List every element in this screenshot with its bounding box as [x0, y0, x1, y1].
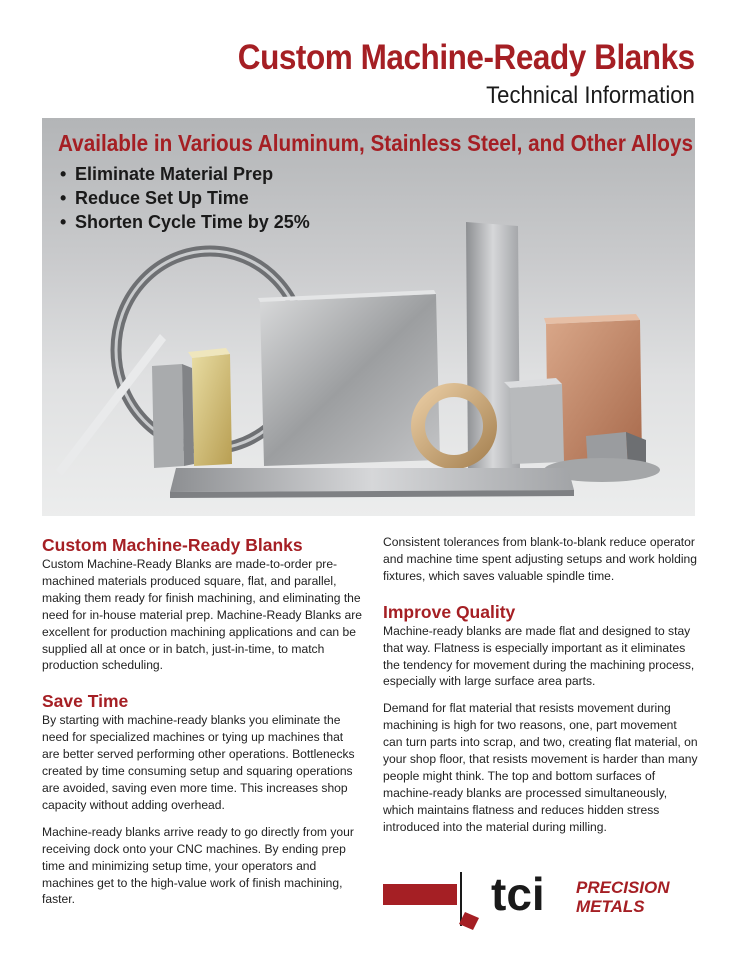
tci-precision-metals-logo — [383, 868, 695, 930]
logo-line-1: PRECISION — [576, 878, 670, 897]
save-time-body-2: Machine-ready blanks arrive ready to go directly from your receiving dock onto your CNC machines. By ending prep time and minimizing setup time, your operators and machines get to the high-value work of finish machining, faster. — [42, 824, 354, 907]
page-title: Custom Machine-Ready Blanks — [238, 38, 695, 77]
save-time-body-1: By starting with machine-ready blanks you eliminate the need for specialized machines or tying up machines that are better served performing other operations. Bottlenecks created by time consuming setup and squaring operations are avoided, saving even more time. This increases shop capacity without adding overhead. — [42, 713, 355, 812]
logo-line-2: METALS — [576, 897, 645, 916]
hero-bullet-list — [60, 162, 310, 234]
bullet-text: Eliminate Material Prep — [75, 164, 274, 184]
improve-quality-body-1: Machine-ready blanks are made flat and designed to stay that way. Flatness is especially important as it eliminates the tendency for movement during the machining process, especially with large surface area parts. — [383, 623, 695, 689]
save-time-heading: Save Time — [42, 691, 129, 712]
page-subtitle: Technical Information — [486, 82, 695, 109]
hero-headline: Available in Various Aluminum, Stainless Steel, and Other Alloys — [58, 130, 693, 156]
hero-photo-banner — [42, 118, 695, 516]
bullet-icon: • — [60, 164, 67, 184]
bullet-text: Shorten Cycle Time by 25% — [75, 212, 310, 232]
custom-blanks-body: Custom Machine-Ready Blanks are made-to-order pre-machined materials produced square, flat, and parallel, making them ready for finish machining, and eliminating the need for in-house material prep. Machine-Ready Blanks are excellent for production machining applications and can be supplied all at once or in batch, just-in-time, to match production scheduling. — [42, 557, 362, 673]
logo-wordmark: tci — [491, 868, 545, 920]
right-column — [383, 534, 698, 836]
tolerances-body: Consistent tolerances from blank-to-blank reduce operator and machine time spent adjusting setups and work holding fixtures, which saves valuable spindle time. — [383, 535, 697, 583]
bullet-text: Reduce Set Up Time — [75, 188, 249, 208]
list-item — [60, 210, 310, 234]
improve-quality-body-2: Demand for flat material that resists movement during machining is high for two reasons, one, part movement can turn parts into scrap, and two, creating flat material, on your shop floor, that resists movement is harder than many people might think. The top and bottom surfaces of machine-ready blanks are processed simultaneously, which maintains flatness and reduces hidden stress introduced into the material during milling. — [383, 701, 698, 834]
list-item — [60, 186, 310, 210]
list-item — [60, 162, 310, 186]
bullet-icon: • — [60, 212, 67, 232]
custom-blanks-heading: Custom Machine-Ready Blanks — [42, 535, 303, 555]
left-column — [42, 534, 362, 908]
improve-quality-heading: Improve Quality — [383, 601, 516, 622]
logo-red-bar — [383, 884, 457, 905]
bullet-icon: • — [60, 188, 67, 208]
